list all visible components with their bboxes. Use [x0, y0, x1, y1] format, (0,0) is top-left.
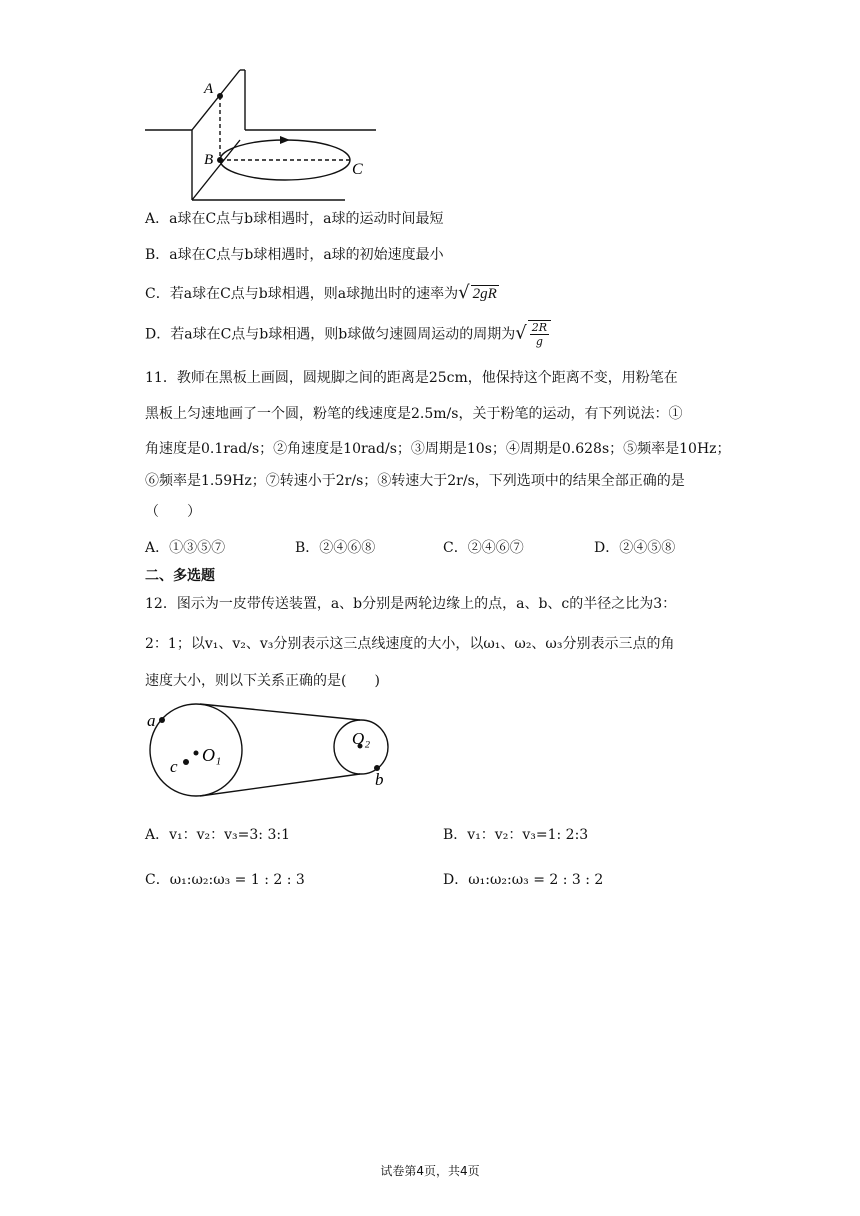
section-heading: 二、多选题 — [145, 568, 215, 584]
q12-option-c: C．ω₁:ω₂:ω₃ = 1 : 2 : 3 — [145, 872, 305, 888]
label-C: C — [352, 161, 363, 178]
q11-option-b: B．②④⑥⑧ — [295, 540, 376, 556]
q12-line-3: 速度大小，则以下关系正确的是( ) — [145, 673, 380, 689]
label-a: a — [147, 711, 156, 730]
q11-line-1: 11．教师在黑板上画圆，圆规脚之间的距离是25cm，他保持这个距离不变，用粉笔在 — [145, 370, 678, 386]
q12-option-a: A．v₁：v₂：v₃=3: 3:1 — [145, 827, 291, 843]
q11-line-5: （ ） — [145, 504, 201, 520]
q10-option-c: C．若a球在C点与b球相遇，则a球抛出时的速率为√ 2gR — [145, 282, 497, 303]
page-footer: 试卷第4页，共4页 — [380, 1164, 480, 1178]
label-b: b — [375, 770, 384, 789]
q11-line-3: 角速度是0.1rad/s；②角速度是10rad/s；③周期是10s；④周期是0.628s；⑤频率是10Hz； — [145, 441, 731, 457]
q11-line-2: 黑板上匀速地画了一个圆，粉笔的线速度是2.5m/s，关于粉笔的运动，有下列说法：① — [145, 406, 683, 422]
q11-option-c: C．②④⑥⑦ — [443, 540, 524, 556]
label-O1: O₁ — [202, 745, 222, 765]
q10-figure — [140, 60, 380, 205]
q12-line-2: 2：1；以v₁、v₂、v₃分别表示这三点线速度的大小，以ω₁、ω₂、ω₃分别表示三点的角 — [145, 636, 675, 652]
q11-option-d: D．②④⑤⑧ — [594, 540, 676, 556]
q10-option-d: D．若a球在C点与b球相遇，则b球做匀速圆周运动的周期为√ $\frac{2R}{g}$ — [145, 320, 551, 348]
label-c: c — [170, 757, 178, 776]
q11-line-4: ⑥频率是1.59Hz；⑦转速小于2r/s；⑧转速大于2r/s，下列选项中的结果全部正确的是 — [145, 473, 685, 489]
q12-line-1: 12．图示为一皮带传送装置，a、b分别是两轮边缘上的点，a、b、c的半径之比为3： — [145, 596, 677, 612]
q12-option-d: D．ω₁:ω₂:ω₃ = 2 : 3 : 2 — [443, 872, 604, 888]
q12-option-b: B．v₁：v₂：v₃=1: 2:3 — [443, 827, 589, 843]
label-B: B — [204, 152, 214, 168]
q12-figure — [140, 700, 400, 810]
q10-option-a: A．a球在C点与b球相遇时，a球的运动时间最短 — [145, 211, 444, 227]
q10-option-b: B．a球在C点与b球相遇时，a球的初始速度最小 — [145, 247, 444, 263]
label-A: A — [204, 81, 214, 97]
label-O2: O₂ — [352, 729, 371, 748]
q11-option-a: A．①③⑤⑦ — [145, 540, 226, 556]
